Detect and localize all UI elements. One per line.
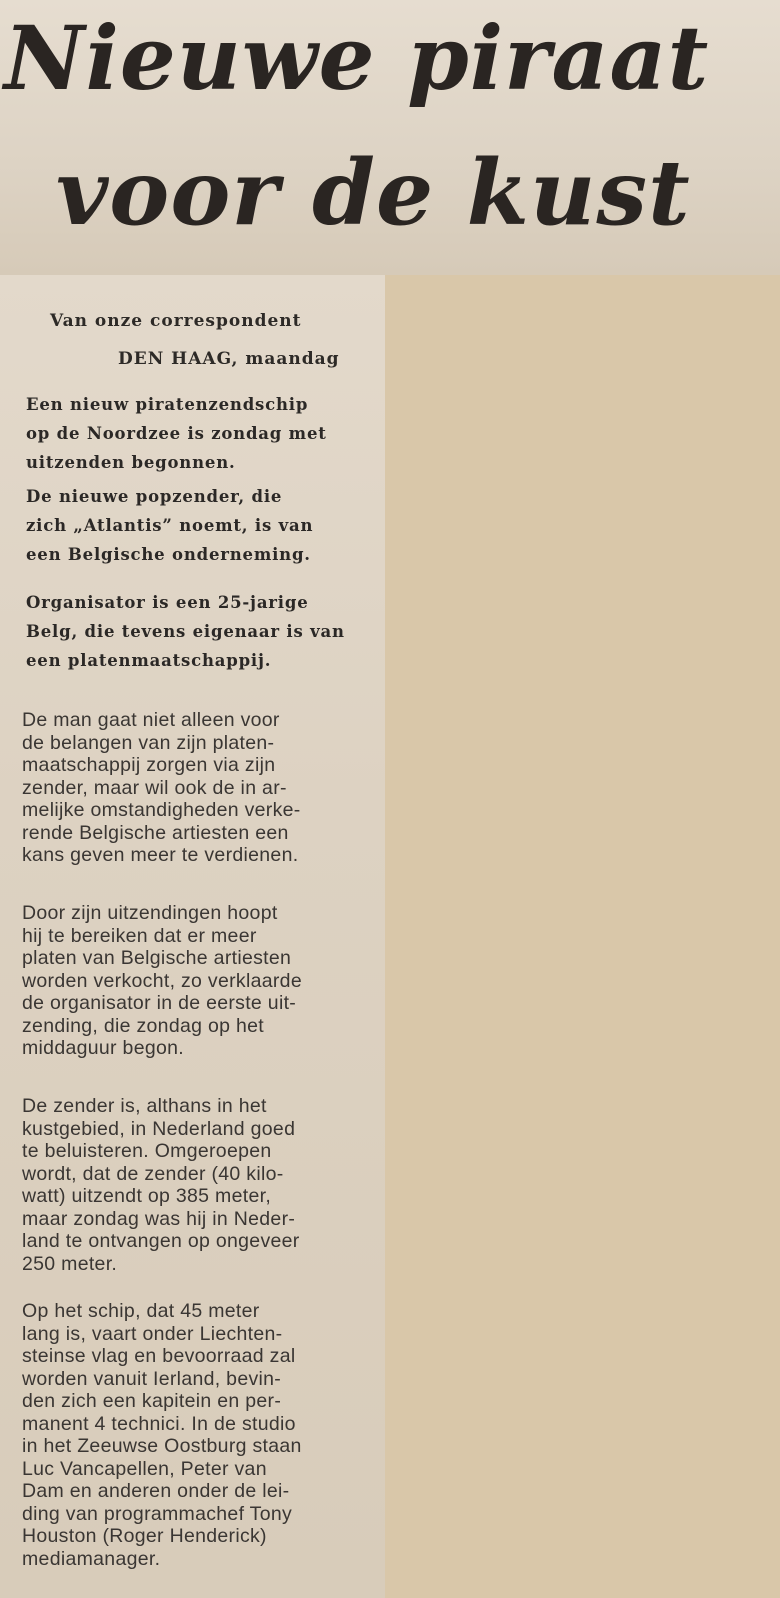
text-line: worden vanuit Ierland, bevin- (22, 1367, 282, 1390)
text-line: zich „Atlantis” noemt, is van (26, 516, 314, 535)
body-paragraph-1 (22, 709, 380, 867)
text-line: middaguur begon. (22, 1037, 184, 1059)
text-line: Door zijn uitzendingen hoopt (22, 902, 278, 924)
text-line: in het Zeeuwse Oostburg staan (22, 1435, 302, 1457)
text-line: rende Belgische artiesten een (22, 821, 289, 844)
text-line: De zender is, althans in het (22, 1095, 267, 1117)
text-line: de belangen van zijn platen- (22, 731, 275, 754)
text-line: mediamanager. (22, 1547, 161, 1570)
text-line: kustgebied, in Nederland goed (22, 1117, 296, 1140)
text-line: melijke omstandigheden verke- (22, 799, 301, 821)
text-line: Dam en anderen onder de lei- (22, 1480, 290, 1502)
text-line: Op het schip, dat 45 meter (22, 1300, 260, 1322)
text-line: Een nieuw piratenzendschip (26, 395, 309, 414)
byline-dateline: DEN HAAG, maandag (118, 349, 340, 369)
text-line: op de Noordzee is zondag met (26, 424, 327, 443)
text-line: De man gaat niet alleen voor (22, 709, 280, 731)
headline-line-2: voor de kust (56, 140, 691, 246)
lead-paragraph-3 (26, 588, 384, 675)
text-line: een Belgische onderneming. (26, 545, 311, 564)
text-line: zending, die zondag op het (22, 1014, 264, 1037)
text-line: steinse vlag en bevoorraad zal (22, 1345, 296, 1367)
headline-paper (0, 0, 780, 275)
text-line: manent 4 technici. In de studio (22, 1412, 296, 1435)
text-line: zender, maar wil ook de in ar- (22, 776, 287, 799)
text-line: land te ontvangen op ongeveer (22, 1230, 300, 1252)
text-line: den zich een kapitein en per- (22, 1390, 282, 1412)
body-paragraph-4 (22, 1300, 380, 1570)
text-line: de organisator in de eerste uit- (22, 992, 297, 1014)
lead-paragraph-2 (26, 482, 384, 569)
text-line: te beluisteren. Omgeroepen (22, 1140, 272, 1162)
body-paragraph-2 (22, 902, 380, 1060)
text-line: Belg, die tevens eigenaar is van (26, 622, 345, 641)
text-line: lang is, vaart onder Liechten- (22, 1322, 283, 1345)
text-line: watt) uitzendt op 385 meter, (22, 1185, 272, 1207)
lead-paragraph-1 (26, 390, 384, 477)
text-line: De nieuwe popzender, die (26, 487, 283, 506)
text-line: maar zondag was hij in Neder- (22, 1207, 296, 1230)
text-line: platen van Belgische artiesten (22, 947, 292, 969)
text-line: Houston (Roger Henderick) (22, 1525, 267, 1547)
text-line: worden verkocht, zo verklaarde (22, 969, 302, 992)
text-line: wordt, dat de zender (40 kilo- (22, 1162, 284, 1185)
text-line: maatschappij zorgen via zijn (22, 754, 276, 776)
body-paragraph-3 (22, 1095, 380, 1275)
text-line: uitzenden begonnen. (26, 453, 236, 472)
byline-correspondent: Van onze correspondent (50, 311, 302, 331)
text-line: ding van programmachef Tony (22, 1502, 293, 1525)
headline-line-1: Nieuwe piraat (4, 6, 710, 110)
text-line: hij te bereiken dat er meer (22, 924, 257, 947)
text-line: Luc Vancapellen, Peter van (22, 1457, 267, 1480)
text-line: 250 meter. (22, 1252, 118, 1275)
text-line: kans geven meer te verdienen. (22, 844, 299, 866)
text-line: Organisator is een 25-jarige (26, 593, 309, 612)
text-line: een platenmaatschappij. (26, 651, 272, 670)
